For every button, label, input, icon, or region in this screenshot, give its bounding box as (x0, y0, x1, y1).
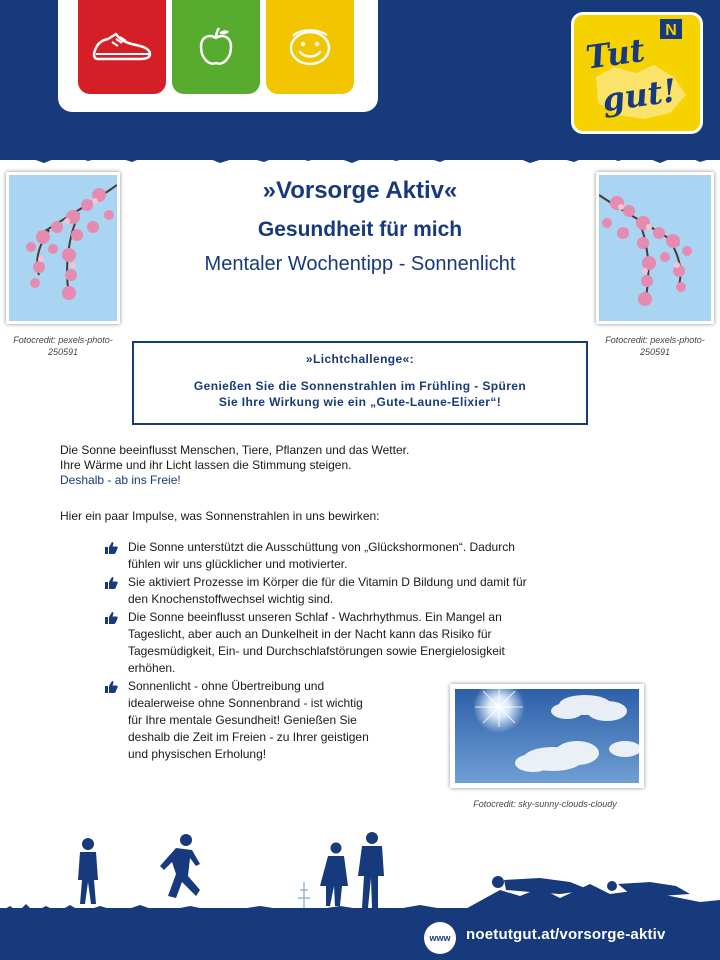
list-item: Sie aktiviert Prozesse im Körper die für die Vitamin D Bildung und damit für den Knochenstoffwechsel wichtig sind. (104, 574, 624, 608)
running-shoe-icon (90, 30, 154, 64)
logo-graphic (574, 15, 700, 131)
mental-tile (266, 0, 354, 94)
blossom-photo-right (596, 172, 714, 324)
challenge-line-2: Sie Ihre Wirkung wie ein „Gute-Laune-Elixier“! (218, 395, 502, 409)
photo-credit-sky: Fotocredit: sky-sunny-clouds-cloudy (473, 799, 617, 809)
page-subtitle: Gesundheit für mich (257, 218, 463, 241)
topic-heading: Mentaler Wochentipp - Sonnenlicht (204, 253, 516, 275)
logo-line1: Tut (583, 30, 648, 77)
challenge-box (132, 341, 588, 425)
smiley-icon (287, 26, 333, 68)
page-title: »Vorsorge Aktiv« (262, 177, 458, 204)
list-item: Sonnenlicht - ohne Übertreibung und idealerweise ohne Sonnenbrand - ist wichtig für Ihre mentale Gesundheit! Genießen Sie deshalb die Zeit im Freien - zu Ihrer geistigen und physischen Erholung! (104, 678, 464, 763)
blossom-photo-left (6, 172, 120, 324)
intro-line-3: Deshalb - ab ins Freie! (60, 473, 181, 487)
photo-credit-right: Fotocredit: pexels-photo-250591 (605, 335, 705, 357)
apple-icon (196, 25, 236, 69)
intro-line-2: Ihre Wärme und ihr Licht lassen die Stimmung steigen. (60, 458, 352, 472)
challenge-line-1: Genießen Sie die Sonnenstrahlen im Frühling - Spüren (193, 379, 527, 393)
movement-tile (78, 0, 166, 94)
thumbs-up-icon (104, 611, 118, 624)
photo-credit-left: Fotocredit: pexels-photo-250591 (13, 335, 113, 357)
intro-line-1: Die Sonne beeinflusst Menschen, Tiere, Pflanzen und das Wetter. (60, 443, 410, 457)
www-cursor-icon[interactable]: www (424, 922, 456, 954)
intro-paragraph (60, 443, 660, 488)
thumbs-up-icon (104, 680, 118, 693)
nutrition-tile (172, 0, 260, 94)
impulse-heading: Hier ein paar Impulse, was Sonnenstrahlen in uns bewirken: (60, 509, 380, 523)
thumbs-up-icon (104, 576, 118, 589)
people-silhouettes (0, 820, 720, 920)
footer-url-link[interactable]: noetutgut.at/vorsorge-aktiv (466, 926, 666, 943)
thumbs-up-icon (104, 541, 118, 554)
sunny-sky-photo (450, 684, 644, 788)
list-item: Die Sonne unterstützt die Ausschüttung von „Glückshormonen“. Dadurch fühlen wir uns glücklicher und motivierter. (104, 539, 624, 573)
list-item: Die Sonne beeinflusst unseren Schlaf - Wachrhythmus. Ein Mangel an Tageslicht, aber auch an Dunkelheit in der Nacht kann das Risiko für Tagesmüdigkeit, Ein- und Durchschlafstörungen sowie Energielosigkeit erhöhen. (104, 609, 624, 677)
torn-edge (0, 148, 720, 170)
logo-badge: N (665, 22, 677, 39)
logo-line2: gut! (599, 71, 679, 120)
challenge-title: »Lichtchallenge«: (305, 352, 415, 366)
tut-gut-logo (571, 12, 703, 134)
